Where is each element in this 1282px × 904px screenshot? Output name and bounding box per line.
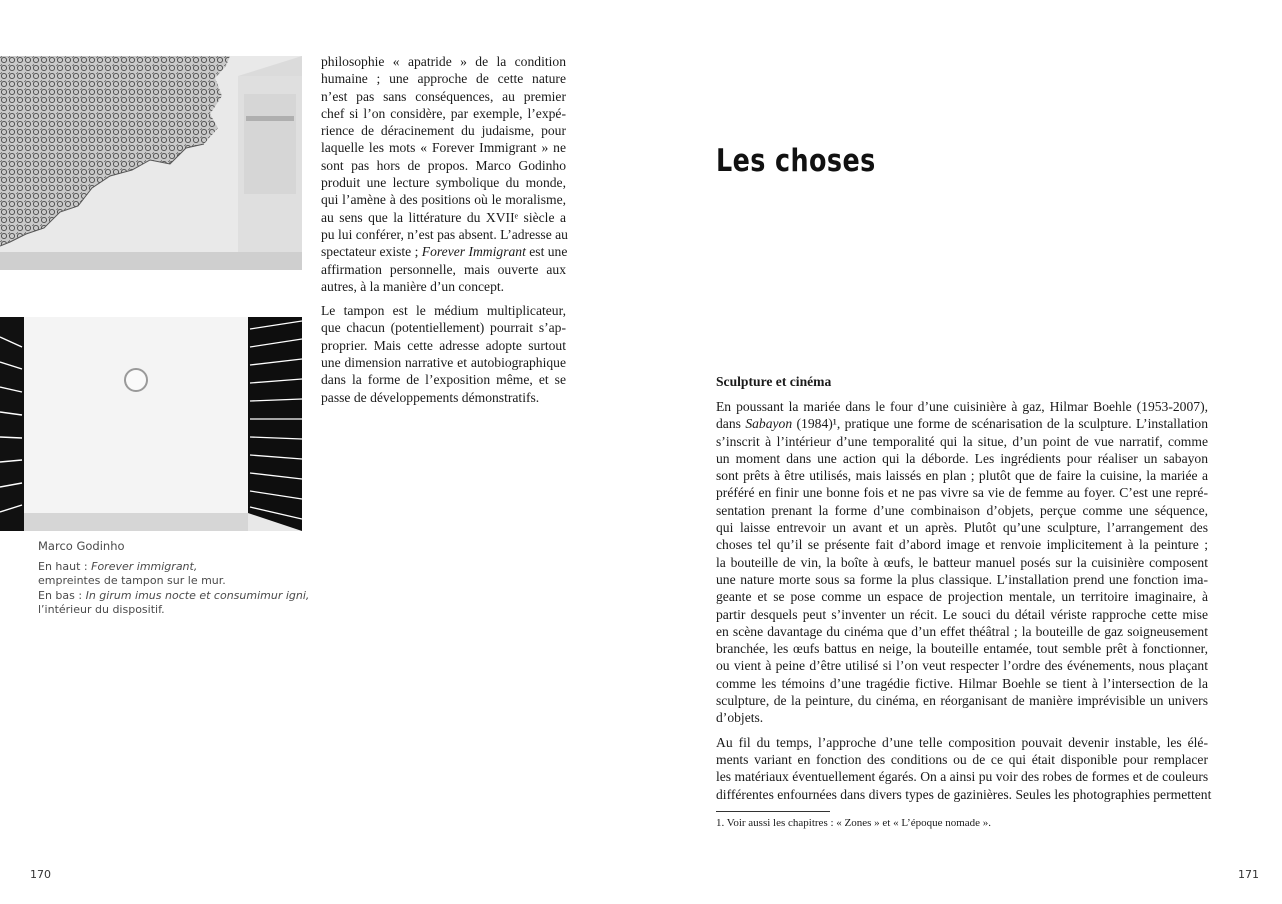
text-line: chef si l’on considère, par exemple, l’expé-	[321, 105, 566, 121]
footnote: 1. Voir aussi les chapitres : « Zones » et « L’époque nomade ».	[716, 817, 992, 829]
caption-top-title: Forever immigrant,	[91, 560, 198, 574]
caption-top-prefix: En haut :	[38, 560, 92, 574]
photo-caption	[38, 539, 310, 617]
text-line: affirmation personnelle, mais ouverte aux	[321, 261, 566, 277]
right-text-column	[716, 398, 1212, 810]
text-line: que chacun (potentiellement) pourrait s’ap-	[321, 320, 566, 336]
right-paragraph-2	[716, 734, 1212, 803]
text-line: choses tel qu’il se présente fait d’abord image et renvoie implicitement à la peinture ;	[716, 537, 1208, 553]
caption-bottom-prefix: En bas :	[38, 588, 86, 602]
text-fragment: (1984)¹, pratique une forme de scénarisation de la sculpture. L’installation	[792, 416, 1208, 432]
text-line: comme les témoins d’une tragédie fictive. Hilmar Boehle se tient à l’intersection de la	[716, 675, 1208, 691]
page-number-right: 171	[1238, 868, 1259, 881]
text-line: produit une lecture symbolique du monde,	[321, 175, 566, 191]
text-line: autres, à la manière d’un concept.	[321, 278, 505, 294]
caption-line-bottom	[38, 588, 310, 603]
text-line: geante et se pose comme un espace de projection mentale, un territoire imaginaire, à	[716, 589, 1208, 605]
text-line: dans la forme de l’exposition même, et se	[321, 372, 566, 388]
title-sabayon: Sabayon	[745, 416, 793, 432]
text-line: sentation prenant la forme d’une combinaison d’objets, perçue comme une séquence,	[716, 502, 1208, 518]
page-number-left: 170	[30, 868, 51, 881]
text-line: n’est pas sans conséquences, au premier	[321, 88, 566, 104]
caption-line-top	[38, 560, 298, 574]
text-line: qui laisse entrevoir un avant et un après. Plutôt qu’une sculpture, l’arrangement des	[716, 520, 1208, 536]
text-line: les matériaux éventuellement égarés. On a ainsi pu voir des robes de formes et de couleurs	[716, 769, 1209, 785]
text-line: au sens que la littérature du XVIIᵉ siècle a	[321, 209, 566, 225]
photo-in-girum-image	[0, 317, 302, 531]
text-line: partir desquels peut s’inventer un récit. Le souci du détail vériste rapproche cette mise	[716, 606, 1208, 622]
text-line	[716, 415, 1208, 432]
text-fragment: dans	[716, 416, 746, 432]
section-heading: Sculpture et cinéma	[716, 374, 832, 389]
left-paragraph-1	[321, 53, 566, 295]
text-line: Le tampon est le médium multiplicateur,	[321, 303, 566, 319]
text-line: une dimension narrative et autobiographique	[321, 355, 566, 371]
text-line: sont pas hors de propos. Marco Godinho	[321, 157, 566, 173]
photo-in-girum	[0, 317, 302, 531]
caption-line-2: empreintes de tampon sur le mur.	[38, 574, 226, 588]
text-line: pu lui conférer, n’est pas absent. L’adresse au	[321, 226, 568, 242]
text-line: un moment dans une action qui la déborde. Les ingrédients pour réaliser un sabayon	[716, 450, 1208, 466]
footnote-rule	[716, 811, 830, 812]
text-line: s’inscrit à l’intérieur d’une temporalité qui la situe, d’un point de vue narratif, comme	[716, 433, 1208, 449]
text-line: philosophie « apatride » de la condition	[321, 54, 566, 69]
text-line: Au fil du temps, l’approche d’une telle composition pouvait devenir instable, les élé-	[716, 734, 1208, 750]
text-line: humaine ; une approche de cette nature	[321, 71, 566, 87]
text-line: qui l’amène à des positions où le moralisme,	[321, 192, 566, 208]
title-forever-immigrant: Forever Immigrant	[421, 244, 526, 260]
caption-bottom-title: In girum imus nocte et consumimur igni,	[85, 588, 310, 602]
text-line: passe de développements démonstratifs.	[321, 389, 540, 405]
left-text-column	[321, 53, 566, 413]
caption-line-4: l’intérieur du dispositif.	[38, 602, 165, 616]
text-line: proprier. Mais cette adresse adopte surtout	[321, 337, 566, 353]
left-paragraph-2	[321, 302, 566, 406]
photo-forever-immigrant	[0, 56, 302, 270]
photo-forever-immigrant-image	[0, 56, 302, 270]
text-fragment: spectateur existe ;	[321, 244, 422, 260]
text-line: une nature morte sous sa forme la plus classique. L’installation prend une fonction ima-	[716, 571, 1208, 587]
text-line	[321, 243, 566, 260]
right-paragraph-1	[716, 398, 1208, 727]
text-line: sculpture, de la peinture, du cinéma, en réorganisant de manière imprévisible un univers	[716, 693, 1208, 709]
text-line: rience de déracinement du judaisme, pour	[321, 123, 566, 139]
text-fragment: est une	[525, 244, 568, 260]
text-line: laquelle les mots « Forever Immigrant » ne	[321, 140, 566, 156]
text-line: la bouteille de vin, la boîte à œufs, le batteur manuel posés sur la cuisinière composent	[716, 554, 1208, 570]
chapter-title: Les choses	[716, 143, 876, 179]
caption-artist: Marco Godinho	[38, 539, 125, 553]
text-line: ou vient à peine d’être utilisé si l’on veut respecter l’ordre des événements, nous plaçant	[716, 658, 1208, 674]
text-line: sont prêts à être utilisés, mais laissés en plan ; plutôt que de faire la cuisine, la mariée a	[716, 468, 1208, 484]
text-line: différentes enfournées dans divers types de gazinières. Seules les photographies permettent	[716, 786, 1212, 802]
text-line: En poussant la mariée dans le four d’une cuisinière à gaz, Hilmar Boehle (1953-2007),	[716, 399, 1208, 414]
text-line: branchée, les œufs battus en neige, la bouteille entamée, tout semble prêt à fonctionner,	[716, 641, 1208, 657]
text-line: ments variant en fonction des conditions ou de ce qui était disponible pour remplacer	[716, 751, 1208, 767]
text-line: en scène davantage du cinéma que d’un effet théâtral ; la bouteille de gaz soigneusement	[716, 623, 1208, 639]
text-line: préféré en finir une bonne fois et ne pas vivre sa vie de femme au foyer. C’est une repré-	[716, 485, 1208, 501]
text-line: d’objets.	[716, 710, 764, 726]
